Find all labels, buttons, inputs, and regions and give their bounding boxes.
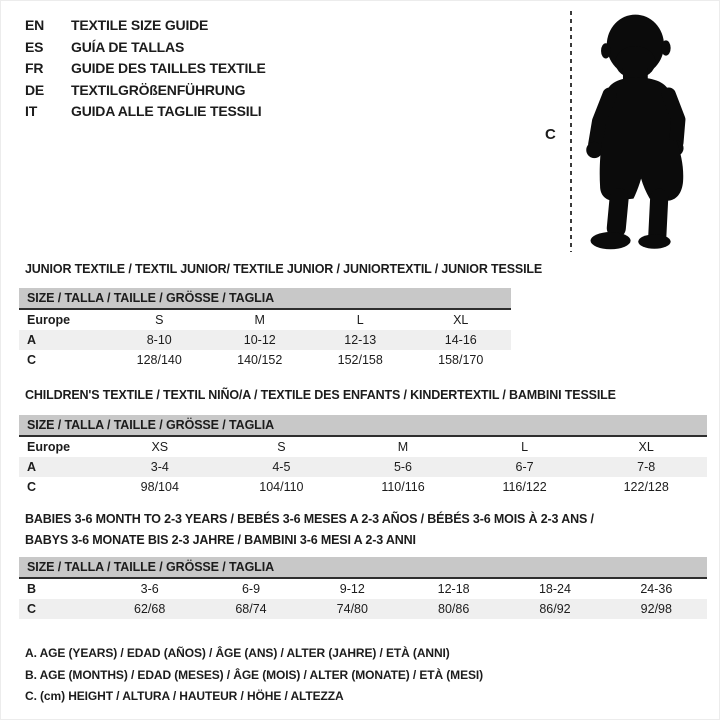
value-cell: 4-5 [221, 457, 343, 477]
value-cell: XL [638, 440, 654, 454]
value-cell: 74/80 [302, 599, 403, 619]
value-cell: 98/104 [140, 480, 179, 494]
value-cell: S [277, 440, 286, 454]
junior-section-title [25, 259, 542, 280]
language-code: EN [25, 17, 45, 33]
children-section-title [25, 385, 616, 406]
value-cell: XS [151, 440, 169, 454]
language-guide-title: GUIDE DES TAILLES TEXTILE [71, 60, 266, 76]
language-guide-title: TEXTILGRÖßENFÜHRUNG [71, 81, 246, 98]
value-cell: 6-9 [241, 582, 261, 596]
row-label-cell: Europe [27, 440, 71, 454]
row-label-cell: A [19, 457, 99, 477]
row-label-cell: B [27, 582, 37, 596]
language-guide-title: GUÍA DE TALLAS [71, 38, 185, 55]
table-row [19, 436, 707, 457]
children-size-table [19, 415, 707, 497]
language-guide-title: TEXTILE SIZE GUIDE [71, 17, 209, 33]
row-label-cell: C [19, 599, 99, 619]
value-cell: 7-8 [585, 457, 707, 477]
value-cell: 104/110 [259, 480, 304, 494]
value-cell: 8-10 [109, 330, 210, 350]
child-silhouette-icon [581, 7, 705, 253]
language-code: DE [25, 81, 45, 98]
size-header-row [19, 288, 511, 309]
section-title-line: CHILDREN'S TEXTILE / TEXTIL NIÑO/A / TEXTILE DES ENFANTS / KINDERTEXTIL / BAMBINI TESSILE [25, 388, 616, 402]
babies-size-table [19, 557, 707, 619]
size-header-cell: SIZE / TALLA / TAILLE / GRÖSSE / TAGLIA [19, 288, 511, 309]
value-cell: 92/98 [606, 599, 707, 619]
value-cell: S [155, 313, 164, 327]
value-cell: 152/158 [337, 353, 383, 367]
language-code: FR [25, 60, 44, 76]
table-row [19, 599, 707, 619]
table-row [19, 309, 511, 330]
value-cell: 128/140 [136, 353, 182, 367]
value-cell: 3-4 [99, 457, 221, 477]
size-header-row [19, 557, 707, 578]
value-cell: 86/92 [504, 599, 605, 619]
language-row [25, 37, 266, 59]
language-code: ES [25, 38, 44, 55]
value-cell: 140/152 [237, 353, 283, 367]
language-row [25, 15, 266, 37]
language-row [25, 101, 266, 123]
language-list [25, 15, 266, 123]
row-label-cell: C [27, 480, 37, 494]
value-cell: 110/116 [381, 480, 425, 494]
value-cell: 12-18 [437, 582, 470, 596]
value-cell: 24-36 [640, 582, 673, 596]
row-label-cell: Europe [27, 313, 71, 327]
value-cell: M [254, 313, 265, 327]
language-code: IT [25, 103, 38, 119]
legend-note: B. AGE (MONTHS) / EDAD (MESES) / ÂGE (MOIS) / ALTER (MONATE) / ETÀ (MESI) [25, 667, 484, 682]
value-cell: L [356, 313, 364, 327]
table-row [19, 330, 511, 350]
table-row [19, 578, 707, 599]
table-row [19, 477, 707, 497]
size-header-cell: SIZE / TALLA / TAILLE / GRÖSSE / TAGLIA [19, 557, 707, 578]
value-cell: 122/128 [623, 480, 669, 494]
value-cell: 158/170 [438, 353, 484, 367]
row-label-cell: C [27, 353, 37, 367]
language-guide-title: GUIDA ALLE TAGLIE TESSILI [71, 103, 262, 119]
row-label-cell: A [19, 330, 109, 350]
value-cell: 18-24 [538, 582, 571, 596]
language-row [25, 58, 266, 80]
legend-notes [25, 643, 483, 708]
value-cell: 6-7 [464, 457, 586, 477]
size-header-cell: SIZE / TALLA / TAILLE / GRÖSSE / TAGLIA [19, 415, 707, 436]
value-cell: 12-13 [310, 330, 411, 350]
value-cell: 116/122 [502, 480, 547, 494]
value-cell: 9-12 [339, 582, 365, 596]
section-title-line: JUNIOR TEXTILE / TEXTIL JUNIOR/ TEXTILE JUNIOR / JUNIORTEXTIL / JUNIOR TESSILE [25, 262, 543, 276]
value-cell: 5-6 [342, 457, 464, 477]
table-row [19, 350, 511, 370]
table-row [19, 457, 707, 477]
value-cell: 10-12 [210, 330, 311, 350]
language-row [25, 80, 266, 102]
value-cell: 62/68 [99, 599, 200, 619]
legend-note: C. (cm) HEIGHT / ALTURA / HAUTEUR / HÖHE / ALTEZZA [25, 689, 344, 703]
section-title-line: BABYS 3-6 MONATE BIS 2-3 JAHRE / BAMBINI 3-6 MESI A 2-3 ANNI [25, 533, 416, 547]
value-cell: 80/86 [403, 599, 504, 619]
value-cell: 14-16 [411, 330, 512, 350]
height-measure-dotted-line-icon [570, 11, 572, 252]
value-cell: XL [453, 313, 469, 327]
value-cell: M [397, 440, 409, 454]
babies-section-title [25, 509, 594, 551]
value-cell: 68/74 [200, 599, 301, 619]
legend-note: A. AGE (YEARS) / EDAD (AÑOS) / ÂGE (ANS) / ALTER (JAHRE) / ETÀ (ANNI) [25, 646, 450, 660]
section-title-line: BABIES 3-6 MONTH TO 2-3 YEARS / BEBÉS 3-6 MESES A 2-3 AÑOS / BÉBÉS 3-6 MOIS À 2-3 ANS / [25, 512, 594, 526]
value-cell: L [521, 440, 529, 454]
height-measure-label: C [545, 126, 556, 143]
junior-size-table [19, 288, 511, 370]
value-cell: 3-6 [140, 582, 159, 596]
size-header-row [19, 415, 707, 436]
